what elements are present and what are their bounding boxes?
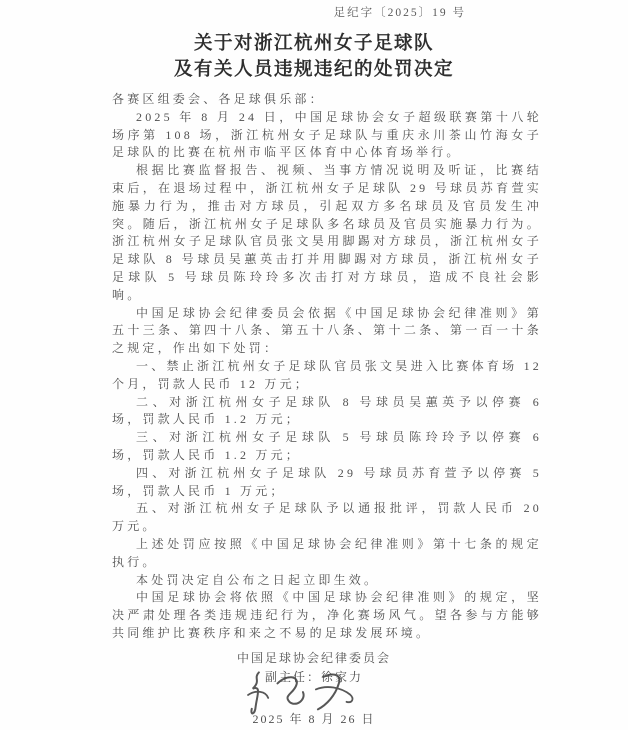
- signature-block: [0, 650, 628, 727]
- document-title-line2: 及有关人员违规违纪的处罚决定: [173, 60, 454, 80]
- body-paragraph: 根据比赛监督报告、视频、当事方情况说明及听证，比赛结束后，在退场过程中，浙江杭州女子足球队 29 号球员苏育萱实施暴力行为，推击对方球员，引起双方多名球员及官员发生冲突。随后，浙江杭州女子足球队多名球员及官员实施暴力行为。浙江杭州女子足球队官员张文昊用脚踢对方球员，浙江杭州女子足球队 8 号球员吴蕙英击打并用脚踢对方球员，浙江杭州女子足球队 5 号球员陈玲玲多次击打对方球员，造成不良社会影响。: [112, 163, 542, 302]
- body-paragraph: 本处罚决定自公布之日起立即生效。: [136, 572, 380, 587]
- body-paragraph: 2025 年 8 月 24 日，中国足球协会女子超级联赛第十八轮场序第 108 场，浙江杭州女子足球队与重庆永川茶山竹海女子足球队的比赛在杭州市临平区体育中心体育场举行。: [112, 109, 542, 160]
- penalty-item-3: 三、对浙江杭州女子足球队 5 号球员陈玲玲予以停赛 6 场，罚款人民币 1.2 万元；: [112, 430, 542, 462]
- document-title: [0, 31, 628, 83]
- salutation: 各赛区组委会、各足球俱乐部：: [112, 92, 325, 106]
- penalty-item-4: 四、对浙江杭州女子足球队 29 号球员苏育萱予以停赛 5 场，罚款人民币 1 万元；: [112, 465, 542, 498]
- body-paragraph: 中国足球协会纪律委员会依据《中国足球协会纪律准则》第五十三条、第四十八条、第五十八条、第十二条、第一百一十条之规定，作出如下处罚：: [112, 305, 542, 356]
- penalty-item-2: 二、对浙江杭州女子足球队 8 号球员吴蕙英予以停赛 6 场，罚款人民币 1.2 万元；: [112, 394, 542, 427]
- body-paragraph: 上述处罚应按照《中国足球协会纪律准则》第十七条的规定执行。: [112, 536, 542, 569]
- penalty-item-5: 五、对浙江杭州女子足球队予以通报批评，罚款人民币 20 万元。: [112, 501, 542, 534]
- penalty-item-1: 一、禁止浙江杭州女子足球队官员张文昊进入比赛体育场 12 个月，罚款人民币 12 万元；: [112, 358, 542, 391]
- body-paragraph: 中国足球协会将依照《中国足球协会纪律准则》的规定，坚决严肃处理各类违规违纪行为，净化赛场风气。望各参与方能够共同维护比赛秩序和来之不易的足球发展环境。: [112, 590, 542, 640]
- signature-org: 中国足球协会纪律委员会: [236, 651, 391, 665]
- signature-date: 2025 年 8 月 26 日: [252, 712, 376, 726]
- document-title-line1: 关于对浙江杭州女子足球队: [193, 34, 434, 54]
- handwritten-signature-icon: [239, 663, 371, 720]
- doc-number: 足纪字〔2025〕19 号: [333, 7, 466, 19]
- signature-signer: 副主任：徐家力: [264, 670, 363, 684]
- document-body: [112, 91, 542, 643]
